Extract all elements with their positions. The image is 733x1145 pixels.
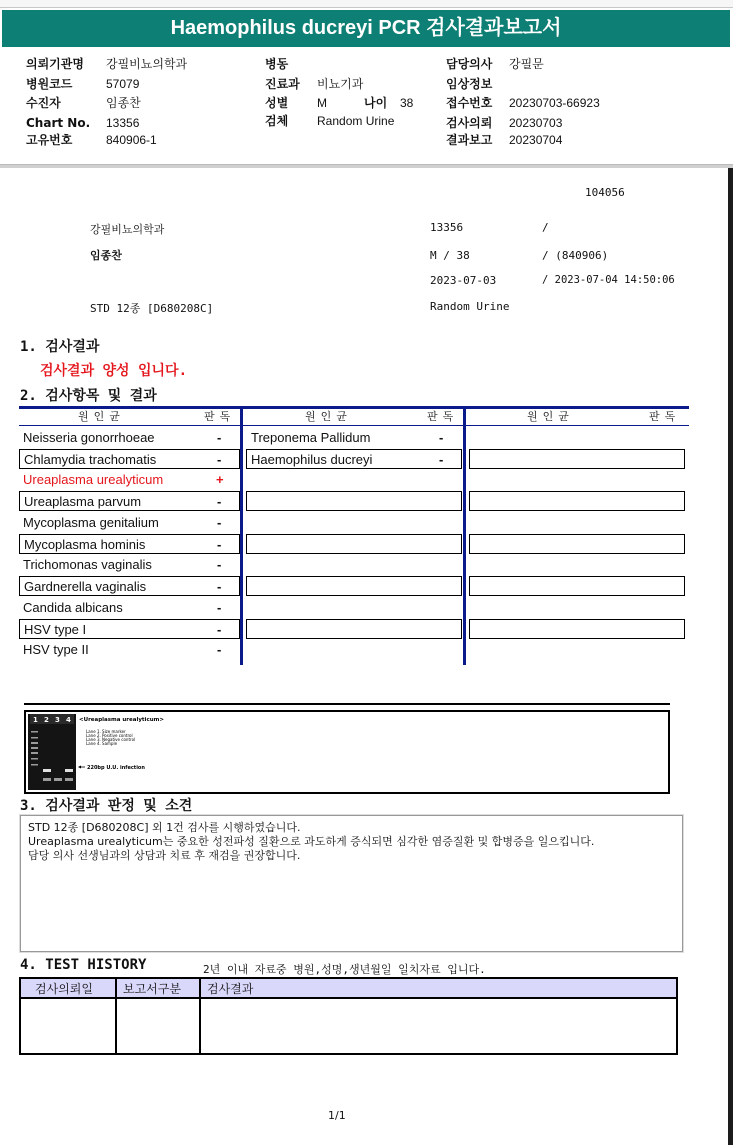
info-reported-datetime: / 2023-07-04 14:50:06 <box>542 274 675 286</box>
header-label: 결과보고 <box>446 133 493 147</box>
gel-legend-1: Lane 1. Size marker <box>86 729 126 734</box>
gel-legend-3: Lane 3. Negative control <box>86 737 136 742</box>
test-history-table <box>19 977 678 1055</box>
gel-legend-4: Lane 4. Sample <box>86 741 118 746</box>
empty-row <box>246 576 462 596</box>
pathogen-name: Candida albicans <box>23 600 123 615</box>
info-received-date: 2023-07-03 <box>430 274 497 287</box>
info-separator: / <box>542 221 549 234</box>
lane-number-1: 1 <box>33 716 38 724</box>
pathogen-name: Haemophilus ducreyi <box>251 452 373 467</box>
pathogen-row <box>19 555 240 575</box>
history-note: 2년 이내 자료중 병원,성명,생년월일 일치자료 입니다. <box>203 963 486 976</box>
pathogen-result: - <box>217 622 222 637</box>
empty-row <box>469 576 685 596</box>
band-label: 220bp U.U. infection <box>87 765 145 771</box>
header-value: 비뇨기과 <box>317 77 364 91</box>
pathogen-result: - <box>217 430 222 445</box>
top-toolbar-strip <box>0 0 733 8</box>
header-label: 검사의뢰 <box>446 116 493 130</box>
finding-line: Ureaplasma urealyticum는 중요한 성전파성 질환으로 과도하게 증식되면 심각한 염증질환 및 합병증을 일으킵니다. <box>28 835 595 848</box>
pathogen-result: - <box>217 537 222 552</box>
gel-title: <Ureaplasma urealyticum> <box>79 717 164 723</box>
table-column-divider <box>240 406 243 665</box>
gel-image <box>26 712 668 792</box>
info-test-name: STD 12종 [D680208C] <box>90 302 214 315</box>
col-header-result: 판독 <box>204 410 236 423</box>
pathogen-name: Chlamydia trachomatis <box>24 452 157 467</box>
pathogen-row <box>19 576 240 596</box>
page-edge-shadow <box>728 168 733 1145</box>
header-divider <box>0 164 733 168</box>
col-header-pathogen: 원인균 <box>527 410 574 423</box>
pathogen-result: - <box>217 642 222 657</box>
header-value: 840906-1 <box>106 133 157 147</box>
pathogen-row-positive <box>19 470 240 490</box>
sample-band <box>65 769 73 772</box>
info-chart-no: 13356 <box>430 221 464 234</box>
empty-row <box>469 449 685 469</box>
pathogen-name: Ureaplasma parvum <box>24 494 142 509</box>
info-sex-age: M / 38 <box>430 249 470 262</box>
pathogen-result: - <box>217 579 222 594</box>
table-header-divider <box>19 425 689 426</box>
header-value: 57079 <box>106 77 140 91</box>
header-label: 임상정보 <box>446 77 493 91</box>
table-column-divider <box>463 406 466 665</box>
empty-row <box>469 619 685 639</box>
finding-line: 담당 의사 선생님과의 상담과 치료 후 재검을 권장합니다. <box>28 849 301 862</box>
header-value: 13356 <box>106 116 140 130</box>
header-label: 병원코드 <box>26 77 73 91</box>
header-label-age: 나이 <box>364 96 388 110</box>
info-patient-name: 임종찬 <box>90 249 122 262</box>
header-value: 임종찬 <box>106 96 141 110</box>
history-header-report-type: 보고서구분 <box>123 982 181 996</box>
pathogen-result: - <box>439 452 444 467</box>
pathogen-row <box>19 640 240 660</box>
header-label: 성별 <box>265 96 289 110</box>
header-value: 강필문 <box>509 57 544 71</box>
pathogen-name: Mycoplasma hominis <box>24 537 146 552</box>
empty-row <box>246 619 462 639</box>
pathogen-result: + <box>216 472 224 487</box>
header-label: 담당의사 <box>446 57 493 71</box>
header-label: 고유번호 <box>26 133 73 147</box>
pathogen-name: Trichomonas vaginalis <box>23 557 152 572</box>
section-1-title: 1. 검사결과 <box>20 339 100 355</box>
header-label: 의뢰기관명 <box>26 57 84 71</box>
empty-row <box>246 534 462 554</box>
col-header-pathogen: 원인균 <box>305 410 352 423</box>
info-specimen: Random Urine <box>430 300 510 313</box>
info-birth: / (840906) <box>542 249 609 262</box>
pathogen-row <box>19 513 240 533</box>
header-value: 강필비뇨의학과 <box>106 57 188 71</box>
finding-line: STD 12종 [D680208C] 외 1건 검사를 시행하였습니다. <box>28 821 301 834</box>
header-value: Random Urine <box>317 114 395 128</box>
pathogen-row <box>247 428 461 448</box>
pathogen-result: - <box>217 515 222 530</box>
primer-band <box>65 778 73 781</box>
col-header-result: 판독 <box>427 410 459 423</box>
band-arrow-head <box>78 766 81 769</box>
section-3-title: 3. 검사결과 판정 및 소견 <box>20 798 193 814</box>
empty-row <box>469 534 685 554</box>
header-value: 20230704 <box>509 133 563 147</box>
header-label: 접수번호 <box>446 96 493 110</box>
pathogen-row <box>19 449 240 469</box>
history-header-request-date: 검사의뢰일 <box>35 982 93 996</box>
header-label: Chart No. <box>26 116 91 130</box>
pathogen-name: Mycoplasma genitalium <box>23 515 159 530</box>
section-2-title: 2. 검사항목 및 결과 <box>20 388 157 404</box>
pathogen-name: Gardnerella vaginalis <box>24 579 147 594</box>
gel-top-rule <box>24 703 670 705</box>
positive-control-band <box>43 769 51 772</box>
header-value-age: 38 <box>400 96 414 110</box>
info-clinic: 강필비뇨의학과 <box>90 223 165 236</box>
gel-legend-2: Lane 2. Positive control <box>86 733 133 738</box>
header-label: 검체 <box>265 114 289 128</box>
lane-number-4: 4 <box>66 716 71 724</box>
pathogen-name: Ureaplasma urealyticum <box>23 472 164 487</box>
pathogen-result: - <box>439 430 444 445</box>
pathogen-name: HSV type II <box>23 642 89 657</box>
header-label: 병동 <box>265 57 289 71</box>
pathogen-row <box>19 598 240 618</box>
report-code: 104056 <box>585 186 625 199</box>
gel-electrophoresis-figure <box>24 710 670 794</box>
pathogen-name: HSV type I <box>24 622 87 637</box>
pathogen-result: - <box>217 600 222 615</box>
result-summary: 검사결과 양성 입니다. <box>40 363 188 379</box>
col-header-pathogen: 원인균 <box>78 410 125 423</box>
section-4-title: 4. TEST HISTORY <box>20 957 147 973</box>
empty-row <box>246 491 462 511</box>
finding-box <box>20 815 683 952</box>
header-label: 진료과 <box>265 77 300 91</box>
pathogen-result: - <box>217 494 222 509</box>
history-header-result: 검사결과 <box>207 982 254 996</box>
pathogen-row <box>19 491 240 511</box>
pathogen-result: - <box>217 452 222 467</box>
header-value: 20230703-66923 <box>509 96 600 110</box>
lane-number-3: 3 <box>55 716 60 724</box>
pathogen-row <box>19 534 240 554</box>
header-label: 수진자 <box>26 96 61 110</box>
primer-band <box>43 778 51 781</box>
col-header-result: 판독 <box>649 410 681 423</box>
page-number: 1/1 <box>328 1109 346 1122</box>
lane-number-2: 2 <box>44 716 49 724</box>
pathogen-row <box>19 428 240 448</box>
header-value: M <box>317 96 327 110</box>
pathogen-name: Treponema Pallidum <box>251 430 371 445</box>
primer-band <box>54 778 62 781</box>
pathogen-row <box>19 619 240 639</box>
empty-row <box>469 491 685 511</box>
report-title: Haemophilus ducreyi PCR 검사결과보고서 <box>2 10 730 47</box>
pathogen-result: - <box>217 557 222 572</box>
pathogen-name: Neisseria gonorrhoeae <box>23 430 155 445</box>
pathogen-row <box>246 449 462 469</box>
header-value: 20230703 <box>509 116 563 130</box>
